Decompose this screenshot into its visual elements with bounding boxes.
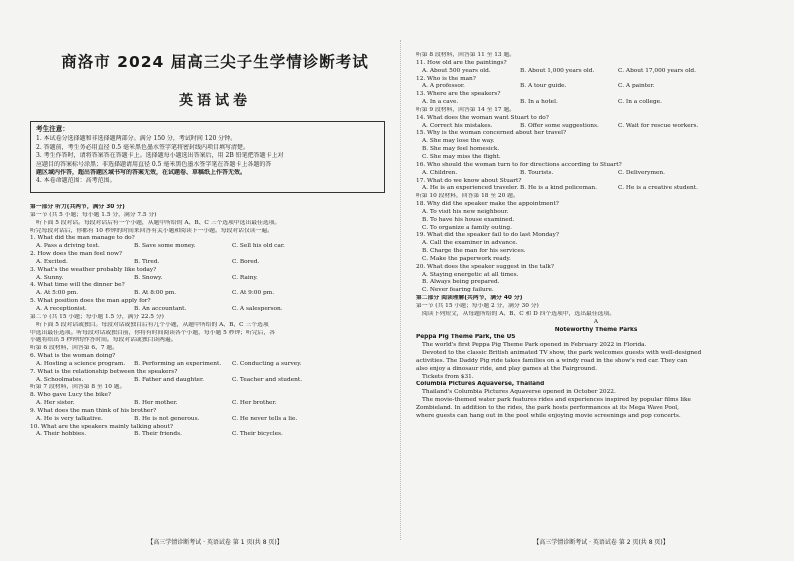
text-line: B. To have his house examined.: [422, 216, 515, 223]
answer-option: C. Her brother.: [232, 400, 277, 407]
answer-option: C. Their bicycles.: [232, 431, 283, 438]
question-stem: 9. What does the man think of his brother?: [30, 407, 157, 414]
answer-option: B. An accountant.: [134, 305, 187, 312]
answer-options: [30, 306, 390, 314]
answer-option: C. Wait for rescue workers.: [618, 122, 699, 129]
text-line: A. To visit his new neighbour.: [422, 208, 509, 215]
question-stem: 5. What position does the man apply for?: [30, 298, 151, 305]
text-line: Zombieland. In addition to the rides, the park hosts performances at its Mega Wave Pool,: [416, 404, 680, 411]
text-line: 第二节 (共 15 小题；每小题 1.5 分，满分 22.5 分): [30, 313, 164, 320]
page-left: [30, 0, 400, 561]
text-line: 听第 9 段材料，回答第 14 至 17 题。: [416, 106, 516, 113]
answer-option: C. At 9:00 pm.: [232, 290, 275, 297]
answer-option: B. A tour guide.: [520, 83, 567, 90]
text-line: 听完每段对话后，你都有 10 秒钟的时间来回答有关小题和阅读下一小题。每段对话仅读一遍。: [30, 227, 273, 234]
answer-options: [30, 361, 390, 369]
text-line: C. Never fearing failure.: [422, 287, 494, 294]
question-stem: 12. Who is the man?: [416, 75, 476, 82]
answer-options: [30, 400, 390, 408]
text-line: 听下面 5 段对话。每段对话后有一个小题，从题中所给的 A、B、C 三个选项中选出最佳选项。: [36, 219, 281, 226]
notice-line: 题区域内作答，超出答题区域书写的答案无效，在试题卷、草稿纸上作答无效。: [36, 169, 247, 177]
answer-option: A. Pass a driving test.: [36, 243, 100, 250]
text-line: 中选出最佳选项。听每段对话或独白前，你将有时间阅读各个小题，每小题 5 秒钟；听完后，各: [30, 329, 276, 336]
text-line: C. To organize a family outing.: [422, 224, 512, 231]
answer-option: B. About 1,000 years old.: [520, 67, 595, 74]
answer-option: C. About 17,000 years old.: [618, 67, 696, 74]
text-line: 小题将给出 5 秒钟的作答时间。每段对话或独白读两遍。: [30, 337, 177, 344]
text-line: C. Make the paperwork ready.: [422, 255, 511, 262]
notice-line: 4. 本卷命题范围：高考范围。: [36, 177, 116, 185]
park-heading: Columbia Pictures Aquaverse, Thailand: [416, 381, 545, 388]
question-stem: 17. What do we know about Stuart?: [416, 177, 522, 184]
answer-option: A. Her sister.: [36, 400, 75, 407]
answer-option: C. Deliverymen.: [618, 169, 665, 176]
text-line: 第一节 (共 5 小题；每小题 1.5 分，满分 7.5 分): [30, 211, 157, 218]
passage-title: Noteworthy Theme Parks: [554, 326, 638, 333]
exam-title: 商洛市 2024 届高三尖子生学情诊断考试: [61, 53, 369, 71]
right-question-column: [416, 52, 776, 421]
answer-option: A. At 5:00 pm.: [36, 290, 79, 297]
answer-option: A. Schoolmates.: [36, 376, 84, 383]
answer-option: A. In a cave.: [422, 99, 459, 106]
question-stem: 7. What is the relationship between the speakers?: [30, 368, 178, 375]
answer-option: B. Performing an experiment.: [134, 360, 222, 367]
answer-options: [30, 290, 390, 298]
answer-option: B. He is a kind policeman.: [520, 185, 598, 192]
section-heading: 第一部分 听力(共两节，满分 30 分): [30, 204, 125, 210]
answer-option: A. A receptionist.: [36, 305, 87, 312]
answer-options: [416, 170, 776, 178]
answer-option: B. Tourists.: [520, 169, 554, 176]
text-line: 听第 10 段材料，回答第 18 至 20 题。: [416, 193, 519, 200]
answer-option: A. Correct his mistakes.: [422, 122, 493, 129]
page-right: [416, 0, 786, 561]
text-line: B. Always being prepared.: [422, 279, 500, 286]
text-line: 听第 7 段材料，回答第 8 至 10 题。: [30, 384, 126, 391]
answer-option: B. Their friends.: [134, 431, 182, 438]
question-stem: 4. What time will the dinner be?: [30, 282, 125, 289]
answer-option: B. Offer some suggestions.: [520, 122, 599, 129]
text-line: B. Charge the man for his services.: [422, 248, 526, 255]
answer-option: A. Sunny.: [36, 274, 64, 281]
question-stem: 13. Where are the speakers?: [416, 91, 501, 98]
answer-option: B. Snowy.: [134, 274, 163, 281]
answer-options: [416, 68, 776, 76]
question-stem: 15. Why is the woman concerned about her travel?: [416, 130, 567, 137]
question-stem: 20. What does the speaker suggest in the talk?: [416, 263, 555, 270]
page-footer: 【高三学情诊断考试 · 英语试卷 第 2 页(共 8 页)】: [533, 539, 669, 546]
notice-heading: 考生注意：: [36, 125, 69, 133]
text-line: 阅读下列短文，从每题所给的 A、B、C 和 D 四个选项中，选出最佳选项。: [422, 310, 616, 317]
question-stem: 19. What did the speaker fail to do last Monday?: [416, 232, 559, 239]
answer-option: A. Their hobbies.: [36, 431, 87, 438]
answer-options: [30, 377, 390, 385]
park-heading: Peppa Pig Theme Park, the US: [416, 334, 516, 341]
text-line: where guests can hang out in the pool while enjoying movie screenings and pop concerts.: [416, 412, 681, 419]
text-line: B. She may feel homesick.: [422, 146, 500, 153]
text-line: The world's first Peppa Pig Theme Park opened in February 2022 in Florida.: [422, 342, 647, 349]
question-stem: 3. What's the weather probably like today?: [30, 266, 157, 273]
answer-options: [30, 431, 390, 439]
question-stem: 1. What did the man manage to do?: [30, 235, 135, 242]
answer-option: A. Children.: [422, 169, 458, 176]
answer-option: C. Rainy.: [232, 274, 258, 281]
question-stem: 11. How old are the paintings?: [416, 59, 507, 66]
answer-options: [30, 259, 390, 267]
page-divider: [400, 40, 401, 540]
notice-line: 2. 答题前，考生务必用直径 0.5 毫米黑色墨水签字笔将密封线内项目填写清楚。: [36, 143, 249, 151]
text-line: C. She may miss the flight.: [422, 153, 501, 160]
answer-option: C. Conducting a survey.: [232, 360, 302, 367]
section-heading: 第二部分 阅读理解(共两节，满分 40 分): [416, 295, 523, 302]
text-line: Devoted to the classic British animated TV show, the park welcomes guests with well-designed: [422, 350, 702, 357]
answer-options: [30, 416, 390, 424]
answer-option: A. A professor.: [422, 83, 465, 90]
text-line: also enjoy a dinosaur ride, and play games at the Fairground.: [416, 365, 597, 372]
answer-option: B. Father and daughter.: [134, 376, 204, 383]
text-line: activities. The Daddy Pig ride takes families on a windy road in the show's red car. They can: [416, 357, 688, 364]
text-line: 听第 6 段材料，回答第 6、7 题。: [30, 345, 118, 352]
answer-option: A. About 500 years old.: [422, 67, 491, 74]
answer-option: C. He never tells a lie.: [232, 415, 298, 422]
text-line: 第一节 (共 15 小题；每小题 2 分，满分 30 分): [416, 303, 539, 309]
text-line: A. Call the examiner in advance.: [422, 240, 518, 247]
question-stem: 6. What is the woman doing?: [30, 353, 116, 360]
answer-option: B. He is not generous.: [134, 415, 200, 422]
answer-option: B. Tired.: [134, 258, 160, 265]
question-stem: 10. What are the speakers mainly talking about?: [30, 423, 173, 430]
notice-box: [30, 121, 385, 193]
question-stem: 16. Who should the woman turn to for directions according to Stuart?: [416, 161, 622, 168]
answer-option: A. Excited.: [36, 258, 68, 265]
left-question-column: [30, 204, 390, 439]
answer-option: A. He is an experienced traveler.: [422, 185, 519, 192]
text-line: Tickets from $31.: [422, 373, 474, 380]
answer-option: C. Bored.: [232, 258, 260, 265]
answer-options: [416, 185, 776, 193]
passage-label: A: [593, 318, 599, 325]
text-line: A. Staying energetic at all times.: [422, 271, 519, 278]
answer-option: B. Save some money.: [134, 243, 196, 250]
answer-option: C. A painter.: [618, 83, 655, 90]
answer-options: [30, 275, 390, 283]
page-footer: 【高三学情诊断考试 · 英语试卷 第 1 页(共 8 页)】: [147, 539, 283, 546]
text-line: 听第 8 段材料，回答第 11 至 13 题。: [416, 52, 516, 58]
notice-line: 1. 本试卷分选择题和非选择题两部分。满分 150 分，考试时间 120 分钟。: [36, 135, 237, 143]
answer-option: C. In a college.: [618, 99, 662, 106]
answer-option: C. A salesperson.: [232, 305, 283, 312]
text-line: A. She may lose the way.: [422, 138, 495, 145]
question-stem: 2. How does the man feel now?: [30, 251, 123, 258]
notice-line: 3. 考生作答时，请将答案答在答题卡上。选择题每小题选出答案后，用 2B 铅笔把答题卡上对: [36, 152, 284, 160]
answer-options: [30, 243, 390, 251]
answer-option: A. Hosting a science program.: [36, 360, 126, 367]
answer-option: C. He is a creative student.: [618, 185, 698, 192]
answer-options: [416, 99, 776, 107]
answer-option: C. Sell his old car.: [232, 243, 285, 250]
exam-subtitle: 英语试卷: [179, 93, 251, 109]
answer-option: C. Teacher and student.: [232, 376, 303, 383]
answer-option: B. At 8:00 pm.: [134, 290, 177, 297]
text-line: The movie-themed water park features rides and experiences inspired by popular films like: [422, 397, 691, 404]
notice-line: 应题目的答案标号涂黑；非选择题请用直径 0.5 毫米黑色墨水签字笔在答题卡上各题的答: [36, 160, 272, 168]
answer-options: [416, 123, 776, 131]
question-stem: 8. Who gave Lucy the bike?: [30, 392, 112, 399]
answer-option: B. Her mother.: [134, 400, 178, 407]
answer-option: A. He is very talkative.: [36, 415, 103, 422]
question-stem: 14. What does the woman want Stuart to do?: [416, 114, 549, 121]
question-stem: 18. Why did the speaker make the appointment?: [416, 201, 559, 208]
text-line: 听下面 5 段对话或独白。每段对话或独白后有几个小题，从题中所给的 A、B、C 三个选项: [36, 321, 269, 328]
text-line: Thailand's Columbia Pictures Aquaverse opened in October 2022.: [422, 389, 616, 396]
answer-option: B. In a hotel.: [520, 99, 558, 106]
answer-options: [416, 83, 776, 91]
